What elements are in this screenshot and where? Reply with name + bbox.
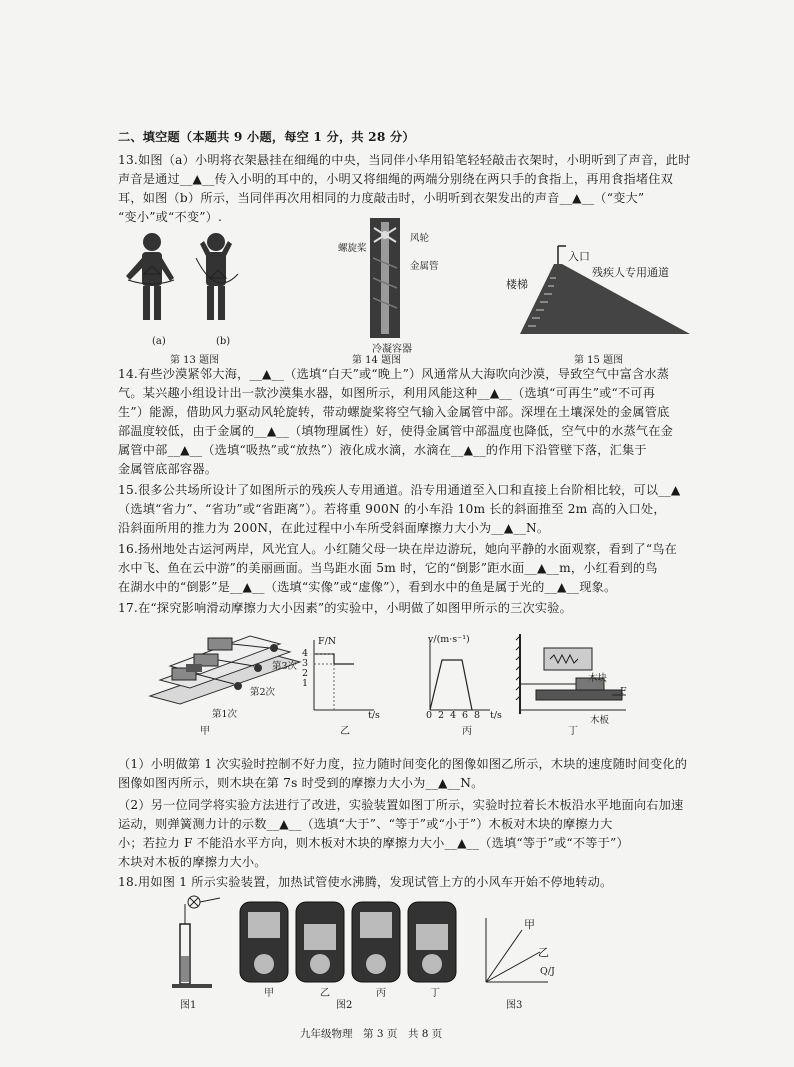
fig13-label-a: (a) — [152, 336, 166, 347]
q13-line-2: 声音是通过__▲__传入小明的耳中的，小明又将细绳的两端分别绕在两只手的食指上，再用食指堵住双 — [118, 172, 674, 186]
fig15-label-entrance: 入口 — [568, 250, 590, 263]
q14-line-2: 气。某兴趣小组设计出一款沙漠集水器，如图所示，利用风能这种__▲__（选填“可再生”或“不可再 — [118, 386, 656, 400]
fig18-2-label-bing: 丙 — [376, 988, 386, 999]
fig17-bing-xtick-0: 0 — [426, 710, 433, 721]
q15-line-2: （选填“省力”、“省功”或“省距离”）。若将重 900N 的小车沿 10m 长的斜面推至 2m 高的入口处， — [118, 502, 666, 516]
fig17-yi-ytick-2: 2 — [302, 668, 309, 679]
fig14-caption: 第 14 题图 — [352, 355, 402, 366]
q14-line-5: 属管中部__▲__（选填“吸热”或“放热”）液化成水滴，水滴在__▲__的作用下沿管壁下落，汇集于 — [118, 443, 647, 457]
fig18-2-label-ding: 丁 — [430, 988, 440, 999]
q17-line-3: （2）另一位同学将实验方法进行了改进，实验装置如图丁所示，实验时拉着长木板沿水平地面向右加速 — [118, 798, 684, 812]
q13-line-4: “变小”或“不变”）. — [118, 210, 223, 224]
fig17-bing-xtick-4: 4 — [450, 710, 457, 721]
q17-line-1: （1）小明做第 1 次实验时控制不好力度，拉力随时间变化的图像如图乙所示，木块的速度随时间变化的 — [118, 757, 688, 771]
q17-line-2: 图像如图丙所示，则木块在第 7s 时受到的摩擦力大小为__▲__N。 — [118, 776, 484, 790]
q17-line-6: 木块对木板的摩擦力大小。 — [118, 855, 267, 869]
fig17-bing-graph — [424, 640, 494, 714]
fig17-ding-label-block: 木块 — [588, 673, 608, 684]
q17-line-5: 小；若拉力 F 不能沿水平方向，则木板对木块的摩擦力大小__▲__（选填“等于”或“不等于”） — [118, 836, 629, 850]
fig17-bing-xtick-6: 6 — [462, 710, 469, 721]
fig15-label-stairs: 楼梯 — [506, 278, 528, 291]
fig17-yi-xlabel: t/s — [368, 710, 380, 721]
q18-intro: 18.用如图 1 所示实验装置，加热试管使水沸腾，发现试管上方的小风车开始不停地转动。 — [118, 875, 613, 889]
fig17-ding-label-board: 木板 — [590, 715, 610, 726]
fig17-jia-caption: 甲 — [200, 726, 210, 737]
page-footer: 九年级物理 第 3 页 共 8 页 — [300, 1028, 443, 1040]
fig17-bing-xlabel: t/s — [490, 710, 502, 721]
fig17-yi-caption: 乙 — [340, 726, 350, 737]
q17-line-4: 运动，则弹簧测力计的示数__▲__（选填“大于”、“等于”或“小于”）木板对木块的摩擦力大 — [118, 817, 613, 831]
q16-line-2: 水中飞、鱼在云中游”的美丽画面。当鸟距水面 5m 时，它的“倒影”距水面__▲__m，小红看到的鸟 — [118, 561, 658, 575]
q14-line-3: 生”）能源，借助风力驱动风轮旋转，带动螺旋桨将空气输入金属管中部。深埋在土壤深处的金属管底 — [118, 405, 670, 419]
fig18-3-label-jia: 甲 — [524, 918, 535, 931]
q16-line-3: 在湖水中的“倒影”是__▲__（选填“实像”或“虚像”），看到水中的鱼是属于光的__▲__现象。 — [118, 580, 617, 594]
fig18-2-engine-strokes — [238, 894, 458, 986]
fig15-label-ramp: 残疾人专用通道 — [592, 266, 669, 279]
fig14-water-collector — [370, 218, 410, 342]
q17-intro: 17.在“探究影响滑动摩擦力大小因素”的实验中，小明做了如图甲所示的三次实验。 — [118, 601, 573, 615]
fig15-ramp — [510, 240, 700, 336]
fig18-1-apparatus — [170, 894, 230, 990]
q14-line-4: 部温度较低，由于金属的__▲__（填物理属性）好，使得金属管中部温度也降低，空气中的水蒸气在金 — [118, 424, 674, 438]
fig17-ding-setup — [516, 634, 626, 718]
fig17-ding-label-force: F — [620, 686, 627, 697]
fig18-2-label-yi: 乙 — [320, 988, 330, 999]
fig18-2-label-jia: 甲 — [264, 988, 274, 999]
fig17-bing-xtick-2: 2 — [438, 710, 445, 721]
fig17-ding-caption: 丁 — [568, 726, 578, 737]
fig18-2-caption: 图2 — [336, 1000, 353, 1011]
fig17-jia-label-1: 第1次 — [212, 709, 238, 720]
fig17-jia-label-2: 第2次 — [250, 687, 276, 698]
fig18-1-caption: 图1 — [180, 1000, 197, 1011]
fig18-3-label-qj: Q/J — [540, 966, 555, 977]
q16-line-1: 16.扬州地处古运河两岸，风光宜人。小红随父母一块在岸边游玩，她向平静的水面观察，看到了“鸟在 — [118, 542, 678, 556]
fig14-bottom-label: 冷凝容器 — [372, 344, 412, 355]
fig17-jia-label-3: 第3次 — [272, 661, 298, 672]
fig14-label-propeller: 螺旋桨 — [338, 243, 367, 254]
fig14-label-metal-pipe: 金属管 — [410, 261, 439, 272]
q14-line-6: 金属管底部容器。 — [118, 462, 218, 476]
fig18-3-caption: 图3 — [506, 1000, 523, 1011]
fig14-label-wind-wheel: 风轮 — [410, 233, 430, 244]
fig18-3-label-yi: 乙 — [538, 946, 549, 959]
q13-line-1: 13.如图（a）小明将衣架悬挂在细绳的中央，当同伴小华用铅笔轻轻敲击衣架时，小明听到了声音，此时 — [118, 153, 691, 167]
fig17-bing-caption: 丙 — [462, 726, 472, 737]
fig13-label-b: (b) — [216, 336, 231, 347]
fig17-yi-ylabel: F/N — [318, 636, 337, 647]
fig15-caption: 第 15 题图 — [574, 355, 624, 366]
q15-line-3: 沿斜面所用的推力为 200N，在此过程中小车所受斜面摩擦力大小为__▲__N。 — [118, 521, 550, 535]
fig17-yi-ytick-3: 3 — [302, 658, 309, 669]
fig17-yi-graph — [308, 640, 378, 714]
fig17-yi-ytick-1: 1 — [302, 678, 309, 689]
fig17-bing-ylabel: v/(m·s⁻¹) — [428, 634, 470, 645]
fig13-caption: 第 13 题图 — [170, 355, 220, 366]
section-title: 二、填空题（本题共 9 小题，每空 1 分，共 28 分） — [118, 130, 415, 144]
q15-line-1: 15.很多公共场所设计了如图所示的残疾人专用通道。沿专用通道至入口和直接上台阶相比较，可以__▲ — [118, 483, 681, 497]
fig13-illustration — [120, 228, 260, 340]
q14-line-1: 14.有些沙漠紧邻大海，__▲__（选填“白天”或“晚上”）风通常从大海吹向沙漠，导致空气中富含水蒸 — [118, 367, 670, 381]
fig17-yi-ytick-4: 4 — [302, 648, 309, 659]
fig17-bing-xtick-8: 8 — [474, 710, 481, 721]
q13-line-3: 耳，如图（b）所示，当同伴再次用相同的力度敲击时，小明听到衣架发出的声音__▲__（“变大” — [118, 191, 645, 205]
